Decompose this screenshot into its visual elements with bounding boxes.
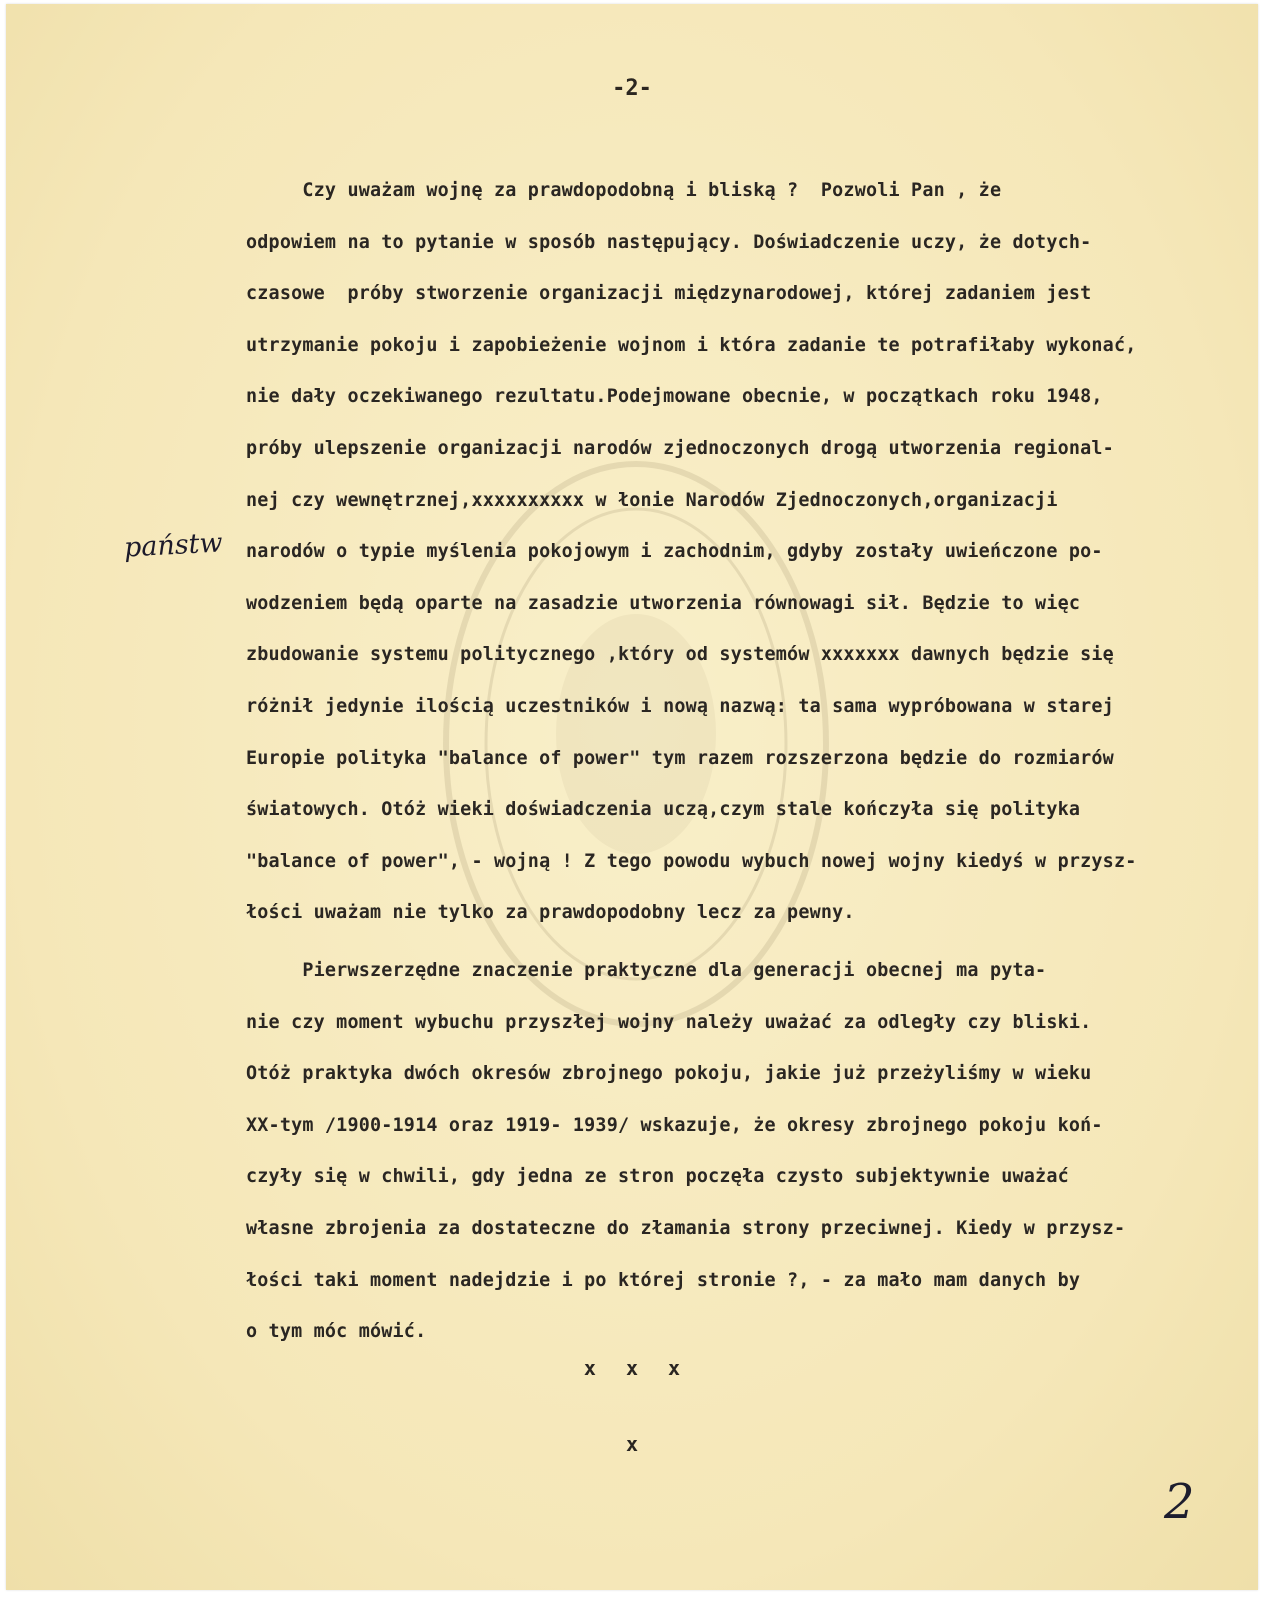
page-number: -2-: [612, 76, 652, 101]
text-line: własne zbrojenia za dostateczne do złamania strony przeciwnej. Kiedy w przysz-: [246, 1218, 1126, 1239]
text-line: próby ulepszenie organizacji narodów zjednoczonych drogą utworzenia regional-: [246, 438, 1114, 459]
text-line: odpowiem na to pytanie w sposób następujący. Doświadczenie uczy, że dotych-: [246, 231, 1092, 253]
text-line: Pierwszerzędne znaczenie praktyczne dla generacji obecnej ma pyta-: [246, 960, 1047, 981]
text-line: utrzymanie pokoju i zapobieżenie wojnom i która zadanie te potrafiłaby wykonać,: [246, 334, 1137, 356]
text-line: zbudowanie systemu politycznego ,który od systemów xxxxxxx dawnych będzie się: [246, 644, 1114, 666]
handwritten-margin-note: państw: [123, 527, 224, 564]
text-line: łości uważam nie tylko za prawdopodobny lecz za pewny.: [246, 902, 855, 924]
text-line: czasowe próby stworzenie organizacji międzynarodowej, której zadaniem jest: [246, 283, 1092, 305]
text-line: światowych. Otóż wieki doświadczenia uczą,czym stale kończyła się polityka: [246, 799, 1081, 821]
text-line: o tym móc mówić.: [246, 1321, 427, 1343]
text-line: nie dały oczekiwanego rezultatu.Podejmowane obecnie, w początkach roku 1948,: [246, 386, 1103, 408]
section-separator-xxx: x x x: [583, 1356, 681, 1380]
text-line: narodów o typie myślenia pokojowym i zachodnim, gdyby zostały uwieńczone po-: [246, 541, 1103, 563]
text-line: Otóż praktyka dwóch okresów zbrojnego pokoju, jakie już przeżyliśmy w wieku: [246, 1063, 1092, 1085]
handwritten-page-number: 2: [1164, 1474, 1195, 1530]
text-line: różnił jedynie ilością uczestników i nową nazwą: ta sama wypróbowana w starej: [246, 696, 1114, 717]
text-line: wodzeniem będą oparte na zasadzie utworzenia równowagi sił. Będzie to więc: [246, 592, 1081, 614]
text-line: XX-tym /1900-1914 oraz 1919- 1939/ wskazuje, że okresy zbrojnego pokoju koń-: [246, 1114, 1103, 1136]
document-page: [6, 4, 1258, 1590]
text-line: Czy uważam wojnę za prawdopodobną i bliską ? Pozwoli Pan , że: [246, 180, 1002, 201]
text-line: nej czy wewnętrznej,xxxxxxxxxx w łonie Narodów Zjednoczonych,organizacji: [246, 489, 1058, 511]
text-line: nie czy moment wybuchu przyszłej wojny należy uważać za odległy czy bliski.: [246, 1011, 1092, 1033]
section-separator-x: x: [625, 1432, 639, 1456]
text-line: "balance of power", - wojną ! Z tego powodu wybuch nowej wojny kiedyś w przysz-: [246, 850, 1137, 872]
text-line: łości taki moment nadejdzie i po której stronie ?, - za mało mam danych by: [246, 1269, 1081, 1291]
text-line: Europie polityka "balance of power" tym razem rozszerzona będzie do rozmiarów: [246, 747, 1114, 769]
text-line: czyły się w chwili, gdy jedna ze stron poczęła czysto subjektywnie uważać: [246, 1166, 1069, 1188]
